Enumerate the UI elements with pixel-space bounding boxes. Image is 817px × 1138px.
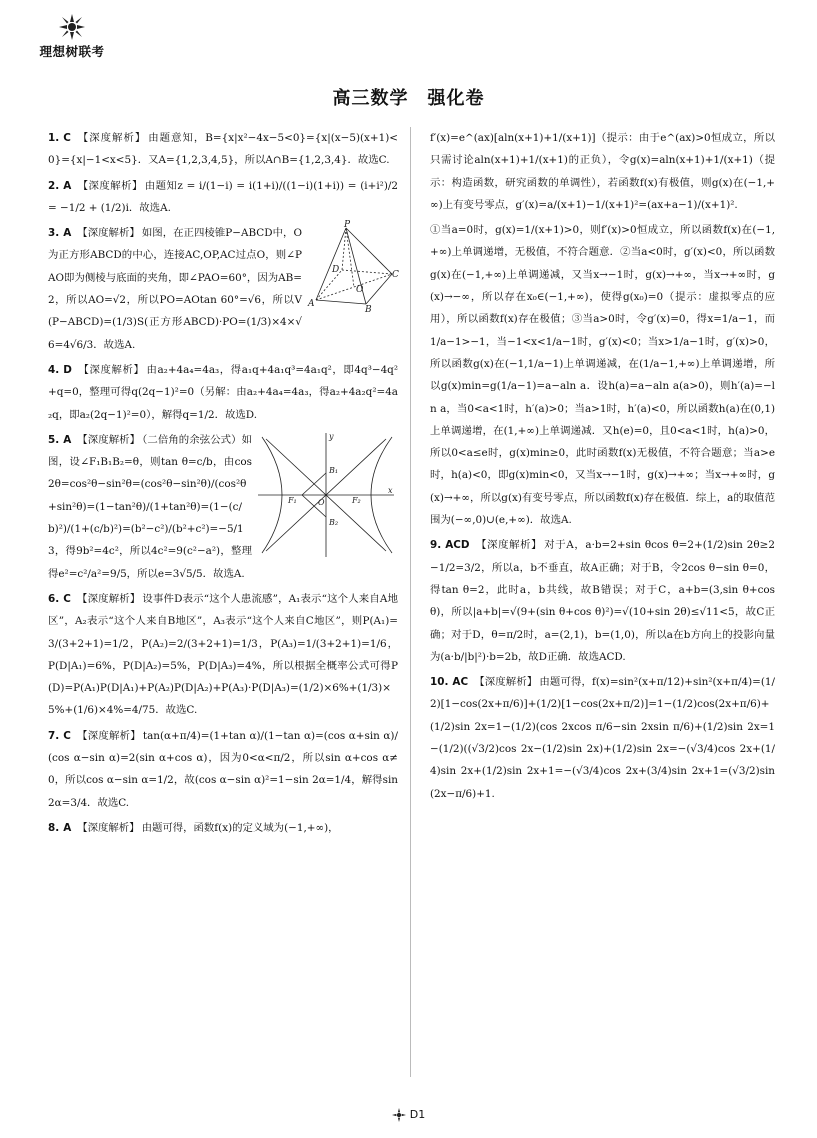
page-footer	[0, 1108, 817, 1122]
answer-key: A	[63, 433, 72, 446]
question-number: 1.	[48, 132, 60, 144]
analysis-tag: 【深度解析】	[475, 539, 543, 552]
question-5	[48, 429, 398, 585]
answer-key: ACD	[445, 539, 470, 552]
pyramid-label-b: B	[365, 305, 372, 316]
question-number: 5.	[48, 433, 60, 446]
pyramid-figure	[308, 220, 399, 316]
question-text: 设事件D表示“这个人患流感”，A₁表示“这个人来自A地区”，A₂表示“这个人来自B地区”，A₃表示“这个人来自C地区”，则P(A₁)=3/(3+2+1)=1/2，P(A₂)=2/(3+2+1)=1/3，P(A₃)=1/(3+2+1)=1/6，P(D|A₁)=6%，P(D|A₂)=5%，P(D|A₃)=4%，所以根据全概率公式可得P(D)=P(A₁)P(D|A₁)+P(A₂)P(D|A₂)+P(A₃)·P(D|A₃)=(1/2)×6%+(1/3)×5%+(1/6)×4%=4/75．故选C.	[48, 592, 398, 717]
pyramid-label-a: A	[308, 299, 315, 310]
question-text: 由题意知，B={x|x²−4x−5<0}={x|(x−5)(x+1)<0}={x|−1<x<5}．又A={1,2,3,4,5}，所以A∩B={1,2,3,4}．故选C.	[48, 132, 398, 167]
question-4	[48, 359, 398, 426]
question-number: 10.	[430, 676, 449, 689]
logo	[22, 14, 122, 60]
question-3	[48, 222, 398, 356]
answer-key: AC	[452, 676, 469, 689]
hyperbola-label-b1: B₁	[329, 465, 339, 475]
answer-key: C	[63, 729, 71, 742]
pyramid-label-c: C	[392, 270, 399, 281]
question-9	[430, 534, 775, 668]
pyramid-label-p: P	[344, 220, 351, 231]
question-8-cases	[430, 219, 775, 531]
analysis-tag: 【深度解析】	[77, 433, 141, 446]
logo-text: 理想树联考	[39, 44, 105, 59]
question-text: 由题可得，函数f(x)的定义域为(−1,+∞)，	[141, 821, 339, 834]
analysis-tag: 【深度解析】	[77, 363, 145, 376]
question-text: f′(x)=e^(ax)[aln(x+1)+1/(x+1)]（提示：由于e^(ax)>0恒成立，所以只需讨论aln(x+1)+1/(x+1)的正负），令g(x)=aln(x+1)+1/(x+1)（提示：构造函数，研究函数的单调性），若函数f(x)有极值，则g(x)在(−1,+∞)上有变号零点，g′(x)=a/(x+1)−1/(x+1)²=(ax+a−1)/(x+1)².	[430, 132, 775, 211]
hyperbola-label-o: O	[318, 497, 325, 507]
question-number: 3.	[48, 227, 60, 240]
hyperbola-label-b2: B₂	[329, 517, 339, 527]
question-1	[48, 127, 398, 172]
question-text: 对于A，a·b=2+sin θcos θ=2+(1/2)sin 2θ≥2−1/2=3/2，所以a，b不垂直，故A正确；对于B，令2cos θ−sin θ=0，得tan θ=2，此时a，b共线，故B错误；对于C，a+b=(3,sin θ+cos θ)，所以|a+b|=√(9+(sin θ+cos θ)²)=√(10+sin 2θ)≤√11<5，故C正确；对于D，θ=π/2时，a=(2,1)，b=(1,0)，所以a在b方向上的投影向量为(a·b/|b|²)·b=2b，故D正确．故选ACD.	[430, 539, 775, 663]
analysis-tag: 【深度解析】	[76, 132, 147, 144]
question-text: tan(α+π/4)=(1+tan α)/(1−tan α)=(cos α+sin α)/(cos α−sin α)=2(sin α+cos α)，因为0<α<π/2，所以sin α+cos α≠0，所以cos α−sin α=1/2，故(cos α−sin α)²=1−sin 2α=1/4，解得sin 2α=3/4．故选C.	[48, 729, 398, 809]
question-8-continued	[430, 127, 775, 216]
question-text: 由题知z = i/(1−i) = i(1+i)/((1−i)(1+i)) = (i+i²)/2 = −1/2 + (1/2)i．故选A.	[48, 179, 398, 214]
question-text: 如图，在正四棱锥P−ABCD中，O为正方形ABCD的中心，连接AC,OP,AC过点O，则∠PAO即为侧棱与底面的夹角，即∠PAO=60°，因为AB=2，所以AO=√2，所以PO=AOtan 60°=√6，所以V(P−ABCD)=(1/3)S(正方形ABCD)·PO=(1/3)×4×√6=4√6/3．故选A.	[48, 227, 302, 351]
question-text: ①当a=0时，g(x)=1/(x+1)>0，则f′(x)>0恒成立，所以函数f(x)在(−1,+∞)上单调递增，无极值，不符合题意．②当a<0时，g′(x)<0，所以函数g(x)在(−1,+∞)上单调递减，又当x→−1时，g(x)→+∞，当x→+∞时，g(x)→−∞，所以存在x₀∈(−1,+∞)，使得g(x₀)=0（提示：虚拟零点的应用），所以函数f(x)存在极值；③当a>0时，令g′(x)=0，得x=1/a−1，而1/a−1>−1，当−1<x<1/a−1时，g′(x)<0；当x>1/a−1时，g′(x)>0，所以函数g(x)在(−1,1/a−1)上单调递减，在(1/a−1,+∞)上单调递增，所以g(x)min=g(1/a−1)=a−aln a．设h(a)=a−aln a(a>0)，则h′(a)=−ln a，当0<a<1时，h′(a)>0；当a>1时，h′(a)<0，所以函数h(a)在(0,1)上单调递增，在(1,+∞)上单调递减．又h(e)=0，且0<a<1时，h(a)>0，所以0<a≤e时，g(x)min≥0，此时函数f(x)无极值，不符合题意；当a>e时，h(a)<0，即g(x)min<0，又当x→−1时，g(x)→+∞；当x→+∞时，g(x)→+∞，所以g(x)有变号零点，所以函数f(x)存在极值．综上，a的取值范围为(−∞,0)∪(e,+∞)．故选A.	[430, 224, 775, 527]
right-column	[430, 127, 775, 808]
analysis-tag: 【深度解析】	[77, 227, 140, 240]
pyramid-label-o: O	[356, 285, 364, 296]
question-10	[430, 671, 775, 805]
answer-key: D	[63, 363, 72, 376]
hyperbola-label-y: y	[329, 431, 334, 441]
question-text: 由a₂+4a₄=4a₃，得a₁q+4a₁q³=4a₁q²，即4q³−4q²+q=0，整理可得q(2q−1)²=0（另解：由a₂+4a₄=4a₃，得a₂+4a₂q²=4a₂q，即a₂(2q−1)²=0），解得q=1/2．故选D.	[48, 363, 398, 421]
answer-key: A	[63, 227, 72, 240]
hyperbola-label-f2: F₂	[352, 495, 361, 505]
answer-key: A	[63, 821, 72, 834]
analysis-tag: 【深度解析】	[77, 179, 143, 192]
question-number: 7.	[48, 729, 60, 742]
hyperbola-label-f1: F₁	[288, 495, 297, 505]
analysis-tag: 【深度解析】	[77, 821, 140, 834]
column-divider	[410, 127, 411, 1077]
answer-key: C	[63, 132, 71, 144]
question-number: 8.	[48, 821, 60, 834]
hyperbola-label-x: x	[388, 485, 393, 495]
question-number: 6.	[48, 592, 60, 605]
question-8	[48, 817, 398, 839]
page-number: D1	[409, 1108, 426, 1121]
hyperbola-figure	[258, 429, 398, 559]
page-title: 高三数学 强化卷	[332, 88, 485, 109]
answer-key: A	[63, 179, 72, 192]
question-6	[48, 588, 398, 722]
question-text: （二倍角的余弦公式）如图，设∠F₁B₁B₂=θ，则tan θ=c/b，由cos 2θ=cos²θ−sin²θ=(cos²θ−sin²θ)/(cos²θ+sin²θ)=(1−tan²θ)/(1+tan²θ)=(1−(c/b)²)/(1+(c/b)²)=(b²−c²)/(b²+c²)=−5/13，得9b²=4c²，所以4c²=9(c²−a²)，整理得e²=c²/a²=9/5，所以e=3√5/5．故选A.	[48, 433, 252, 580]
question-2	[48, 175, 398, 220]
analysis-tag: 【深度解析】	[474, 676, 538, 689]
question-text: 由题可得，f(x)=sin²(x+π/12)+sin²(x+π/4)=(1/2)[1−cos(2x+π/6)]+(1/2)[1−cos(2x+π/2)]=1−(1/2)cos(2x+π/6)+(1/2)sin 2x=1−(1/2)(cos 2xcos π/6−sin 2xsin π/6)+(1/2)sin 2x=1−(1/2)((√3/2)cos 2x−(1/2)sin 2x)+(1/2)sin 2x=−(√3/4)cos 2x+(1/4)sin 2x+(1/2)sin 2x+1=−(√3/4)cos 2x+(3/4)sin 2x+1=(√3/2)sin(2x−π/6)+1.	[430, 676, 776, 800]
tree-logo-icon	[59, 14, 85, 40]
left-column	[48, 127, 398, 842]
question-number: 2.	[48, 179, 60, 192]
analysis-tag: 【深度解析】	[76, 729, 141, 742]
question-number: 9.	[430, 539, 442, 552]
answer-key: C	[63, 592, 71, 605]
question-number: 4.	[48, 363, 60, 376]
tree-logo-icon	[392, 1108, 406, 1122]
question-7	[48, 725, 398, 814]
pyramid-label-d: D	[332, 265, 340, 276]
analysis-tag: 【深度解析】	[76, 592, 141, 605]
